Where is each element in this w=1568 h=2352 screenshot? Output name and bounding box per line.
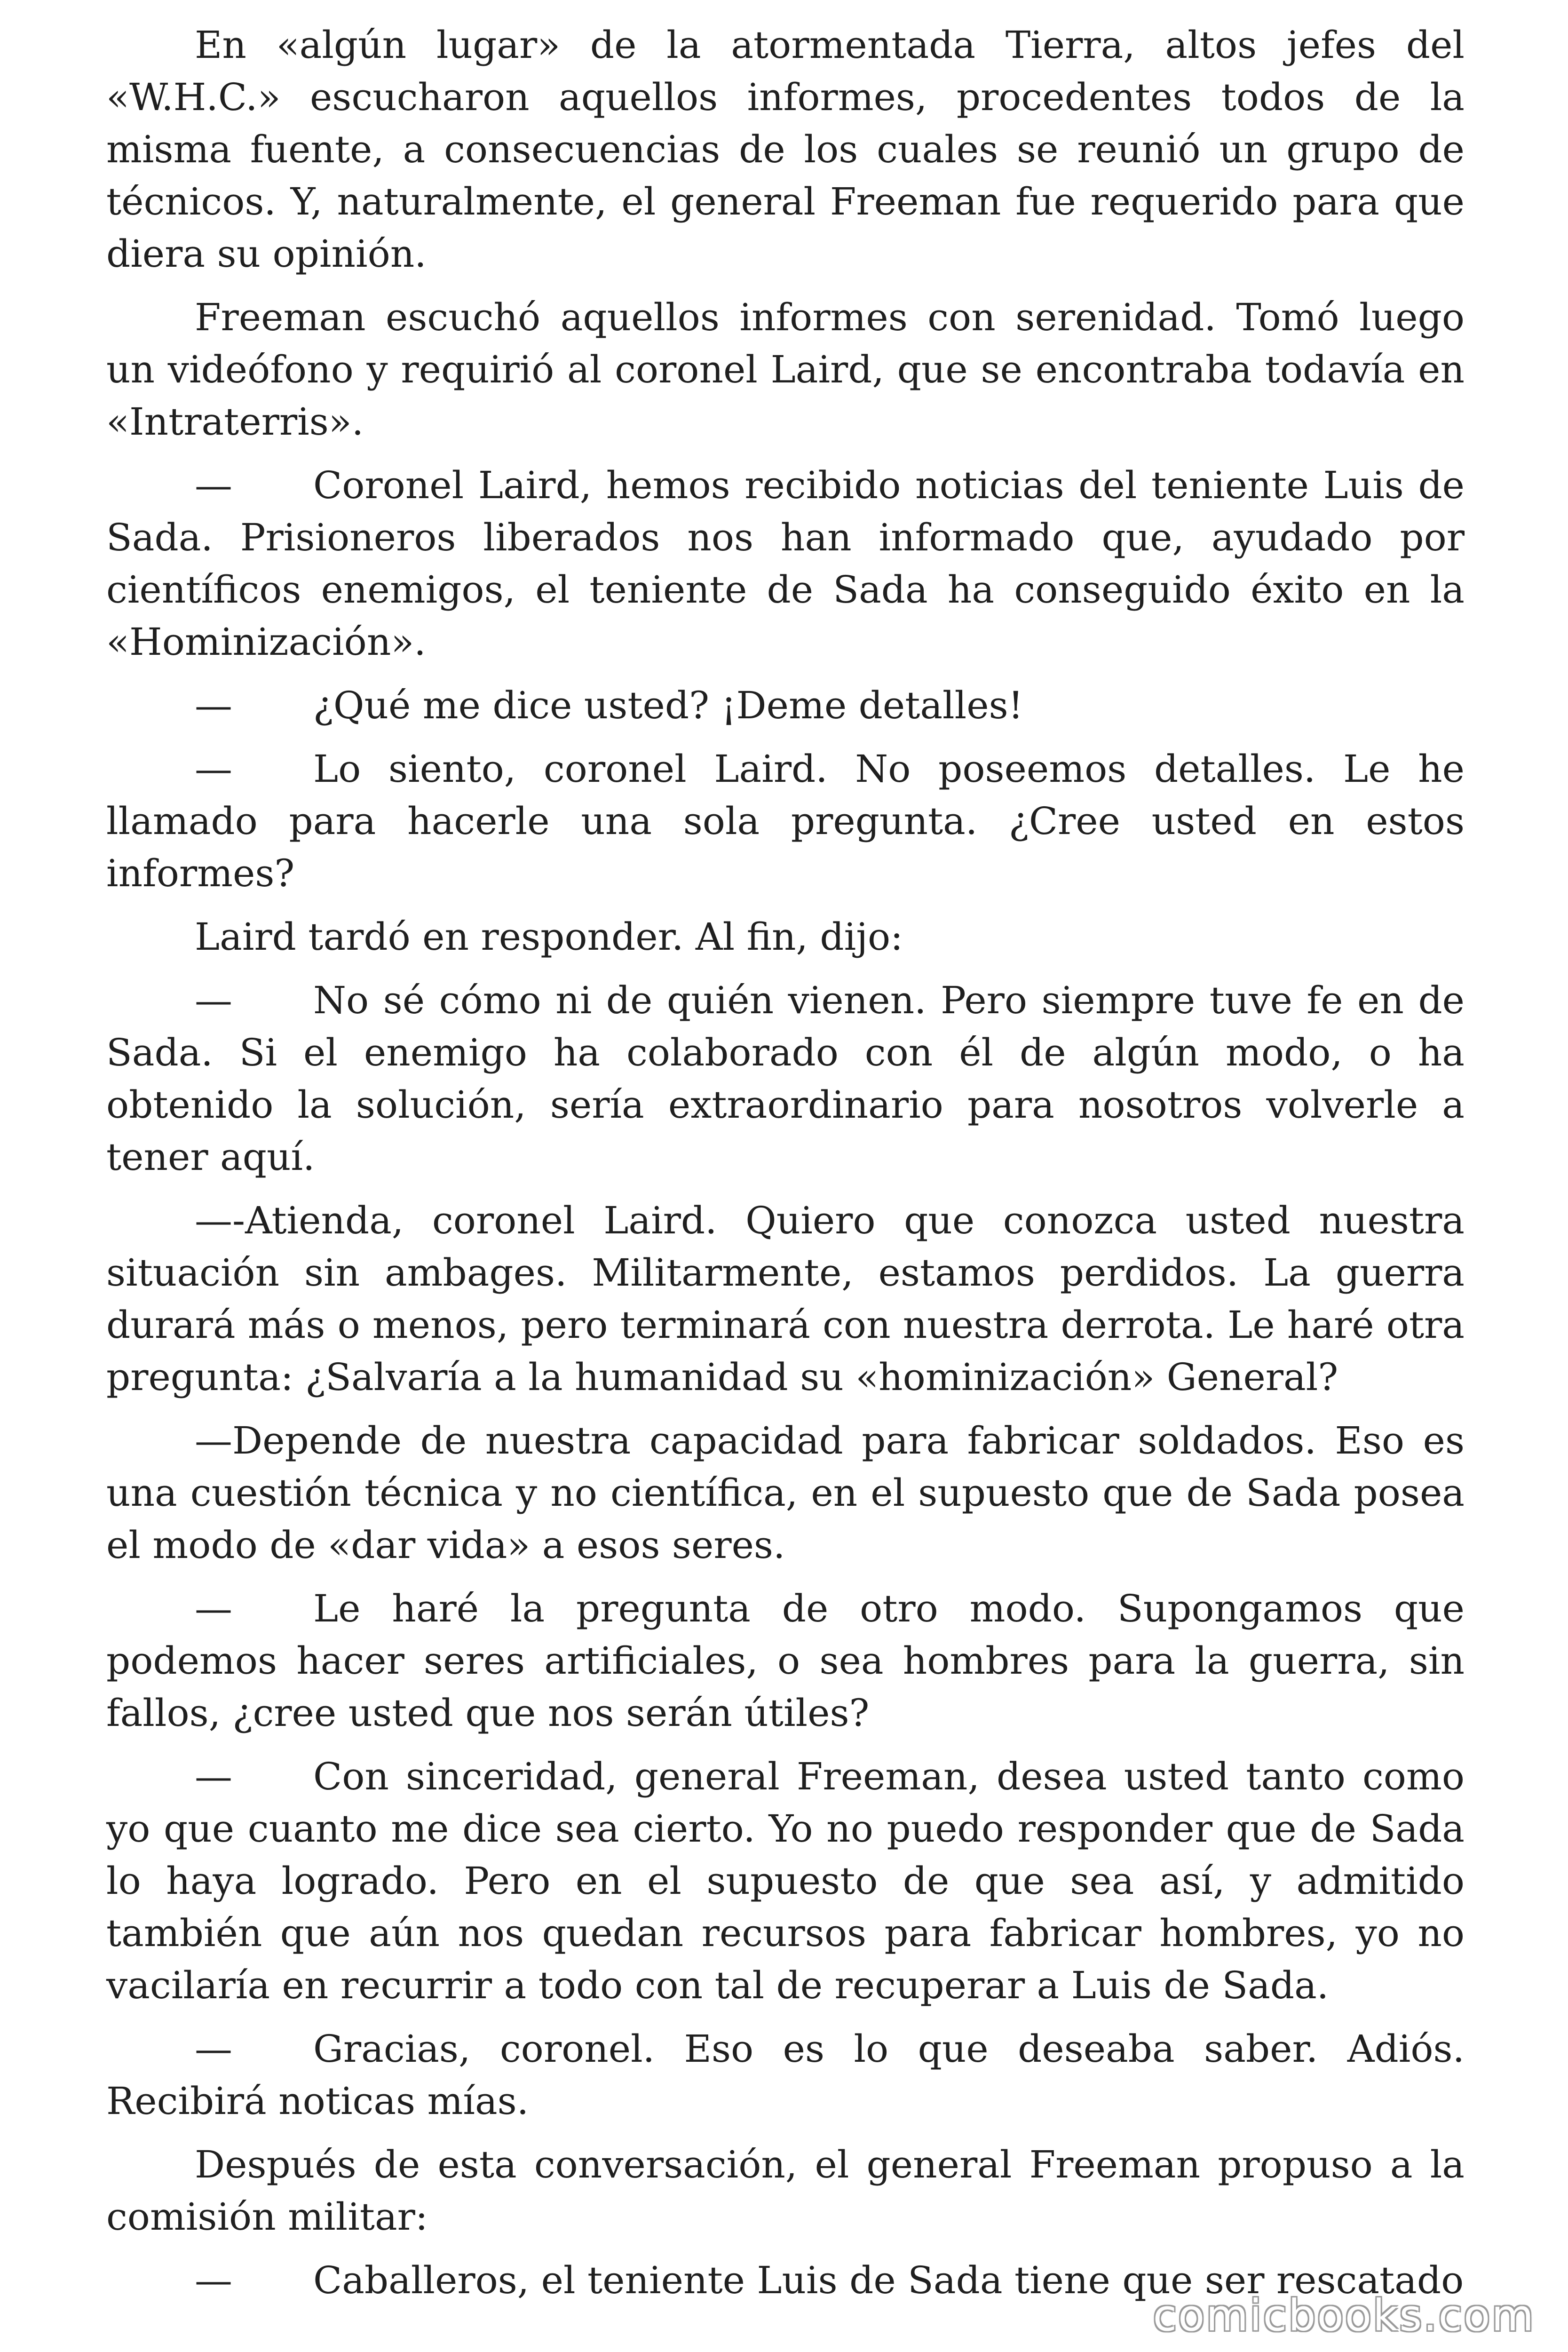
paragraph-9	[106, 1414, 1465, 1571]
dialogue-5	[106, 743, 1465, 899]
dialogue-12	[106, 2023, 1465, 2127]
paragraph-text: Le haré la pregunta de otro modo. Supongamos que podemos hacer seres artificiales, o sea hombres para la guerra, sin fallos, ¿cree usted que nos serán útiles?	[106, 1587, 1465, 1735]
paragraph-text: —-Atienda, coronel Laird. Quiero que conozca usted nuestra situación sin ambages. Militarmente, estamos perdidos. La guerra durará más o menos, pero terminará con nuestra derrota. Le haré otra pregunta: ¿Salvaría a la humanidad su «hominización» General?	[106, 1199, 1465, 1399]
dialogue-11	[106, 1750, 1465, 2011]
paragraph-13	[106, 2138, 1465, 2243]
watermark: comicbooks.com	[1153, 2290, 1535, 2341]
paragraph-text: ¿Qué me dice usted? ¡Deme detalles!	[313, 683, 1023, 727]
book-page	[106, 19, 1465, 2318]
paragraph-text: Coronel Laird, hemos recibido noticias del teniente Luis de Sada. Prisioneros liberados nos han informado que, ayudado por científicos enemigos, el teniente de Sada ha conseguido éxito en la «Hominización».	[106, 463, 1465, 664]
paragraph-text: Laird tardó en responder. Al fin, dijo:	[195, 915, 903, 959]
dialogue-dash: —	[195, 463, 232, 507]
dialogue-dash: —	[195, 1587, 232, 1630]
dialogue-dash: —	[195, 978, 232, 1022]
paragraph-6	[106, 911, 1465, 963]
dialogue-dash: —	[195, 683, 232, 727]
dialogue-dash: —	[195, 2258, 232, 2302]
dialogue-4	[106, 679, 1465, 731]
dialogue-dash: —	[195, 1755, 232, 1798]
paragraph-text: Después de esta conversación, el general Freeman propuso a la comisión militar:	[106, 2143, 1465, 2239]
paragraph-text: En «algún lugar» de la atormentada Tierra, altos jefes del «W.H.C.» escucharon aquellos informes, procedentes todos de la misma fuente, a consecuencias de los cuales se reunió un grupo de técnicos. Y, naturalmente, el general Freeman fue requerido para que diera su opinión.	[106, 23, 1465, 276]
paragraph-text: Freeman escuchó aquellos informes con serenidad. Tomó luego un videófono y requirió al coronel Laird, que se encontraba todavía en «Intraterris».	[106, 295, 1465, 444]
dialogue-dash: —	[195, 2027, 232, 2071]
dialogue-10	[106, 1582, 1465, 1739]
paragraph-text: Lo siento, coronel Laird. No poseemos detalles. Le he llamado para hacerle una sola pregunta. ¿Cree usted en estos informes?	[106, 747, 1465, 895]
dialogue-7	[106, 974, 1465, 1183]
paragraph-8	[106, 1194, 1465, 1403]
paragraph-text: —Depende de nuestra capacidad para fabricar soldados. Eso es una cuestión técnica y no científica, en el supuesto que de Sada posea el modo de «dar vida» a esos seres.	[106, 1419, 1465, 1567]
paragraph-text: Gracias, coronel. Eso es lo que deseaba saber. Adiós. Recibirá noticas mías.	[106, 2027, 1465, 2123]
dialogue-3	[106, 459, 1465, 668]
dialogue-dash: —	[195, 747, 232, 791]
paragraph-text: No sé cómo ni de quién vienen. Pero siempre tuve fe en de Sada. Si el enemigo ha colaborado con él de algún modo, o ha obtenido la solución, sería extraordinario para nosotros volverle a tener aquí.	[106, 978, 1465, 1179]
paragraph-2	[106, 291, 1465, 448]
paragraph-1	[106, 19, 1465, 280]
paragraph-text: Caballeros, el teniente Luis de Sada tiene que ser rescatado	[313, 2258, 1464, 2302]
paragraph-text: Con sinceridad, general Freeman, desea usted tanto como yo que cuanto me dice sea cierto. Yo no puedo responder que de Sada lo haya logrado. Pero en el supuesto de que sea así, y admitido también que aún nos quedan recursos para fabricar hombres, yo no vacilaría en recurrir a todo con tal de recuperar a Luis de Sada.	[106, 1755, 1465, 2007]
